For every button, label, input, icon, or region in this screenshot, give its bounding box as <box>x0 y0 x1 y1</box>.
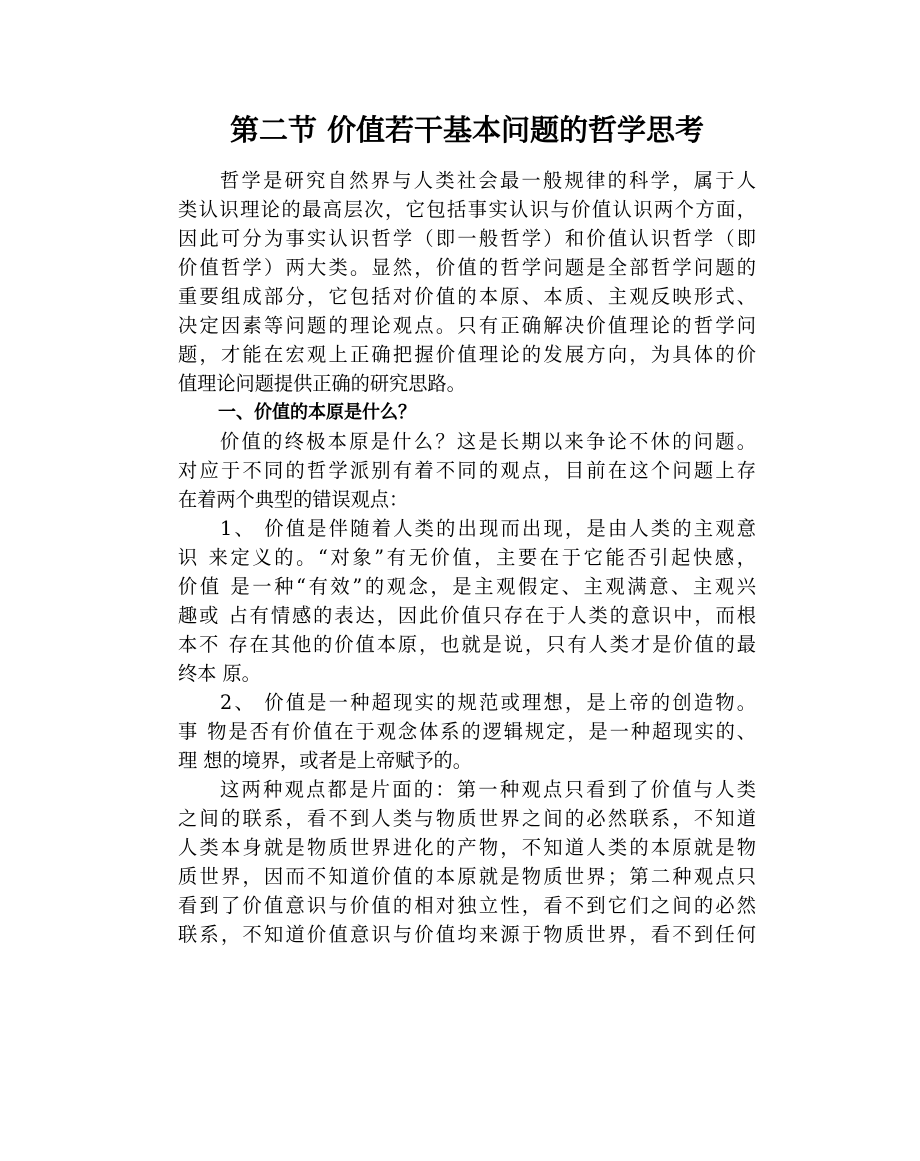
text-line: 2、 价值是一种超现实的规范或理想，是上帝的创造物。 <box>220 691 756 714</box>
text-line: 之间的联系，看不到人类与物质世界之间的必然联系，不知道 <box>178 807 756 830</box>
text-line: 趣或 占有情感的表达，因此价值只存在于人类的意识中，而根 <box>178 604 756 627</box>
text-line: 1、 价值是伴随着人类的出现而出现，是由人类的主观意 <box>220 517 756 540</box>
text-line: 本不 存在其他的价值本原，也就是说，只有人类才是价值的最 <box>178 633 756 656</box>
text-line: 质世界，因而不知道价值的本原就是物质世界；第二种观点只 <box>178 865 756 888</box>
text-line: 人类本身就是物质世界进化的产物，不知道人类的本原就是物 <box>178 836 756 859</box>
text-line: 识 来定义的。“对象”有无价值，主要在于它能否引起快感， <box>178 546 756 569</box>
text-line: 这两种观点都是片面的：第一种观点只看到了价值与人类 <box>220 778 756 801</box>
document-body <box>178 166 756 949</box>
text-line: 值理论问题提供正确的研究思路。 <box>178 372 466 395</box>
text-line: 决定因素等问题的理论观点。只有正确解决价值理论的哲学问 <box>178 314 756 337</box>
text-line: 价值 是一种“有效”的观念，是主观假定、主观满意、主观兴 <box>178 575 756 598</box>
text-line: 题，才能在宏观上正确把握价值理论的发展方向，为具体的价 <box>178 343 756 366</box>
text-line: 理 想的境界，或者是上帝赋予的。 <box>178 749 472 772</box>
text-line: 类认识理论的最高层次，它包括事实认识与价值认识两个方面， <box>178 198 756 221</box>
paragraph-critique <box>178 775 756 949</box>
text-line: 哲学是研究自然界与人类社会最一般规律的科学，属于人 <box>220 169 756 192</box>
text-line: 价值哲学）两大类。显然，价值的哲学问题是全部哲学问题的 <box>178 256 756 279</box>
list-item-2 <box>178 688 756 775</box>
text-line: 价值的终极本原是什么？这是长期以来争论不休的问题。 <box>220 430 756 453</box>
list-item-1 <box>178 514 756 688</box>
text-line: 重要组成部分，它包括对价值的本原、本质、主观反映形式、 <box>178 285 756 308</box>
text-line: 事 物是否有价值在于观念体系的逻辑规定，是一种超现实的、 <box>178 720 756 743</box>
text-line: 在着两个典型的错误观点： <box>178 488 409 511</box>
text-line: 对应于不同的哲学派别有着不同的观点，目前在这个问题上存 <box>178 459 756 482</box>
text-line: 联系，不知道价值意识与价值均来源于物质世界，看不到任何 <box>178 923 756 946</box>
section-heading: 一、价值的本原是什么？ <box>218 402 416 423</box>
text-line: 看到了价值意识与价值的相对独立性，看不到它们之间的必然 <box>178 894 756 917</box>
text-line: 因此可分为事实认识哲学（即一般哲学）和价值认识哲学（即 <box>178 227 756 250</box>
page-title: 第二节 价值若干基本问题的哲学思考 <box>229 113 705 147</box>
text-line: 终本 原。 <box>178 662 261 685</box>
paragraph-intro <box>178 166 756 398</box>
paragraph-origin-question <box>178 427 756 514</box>
